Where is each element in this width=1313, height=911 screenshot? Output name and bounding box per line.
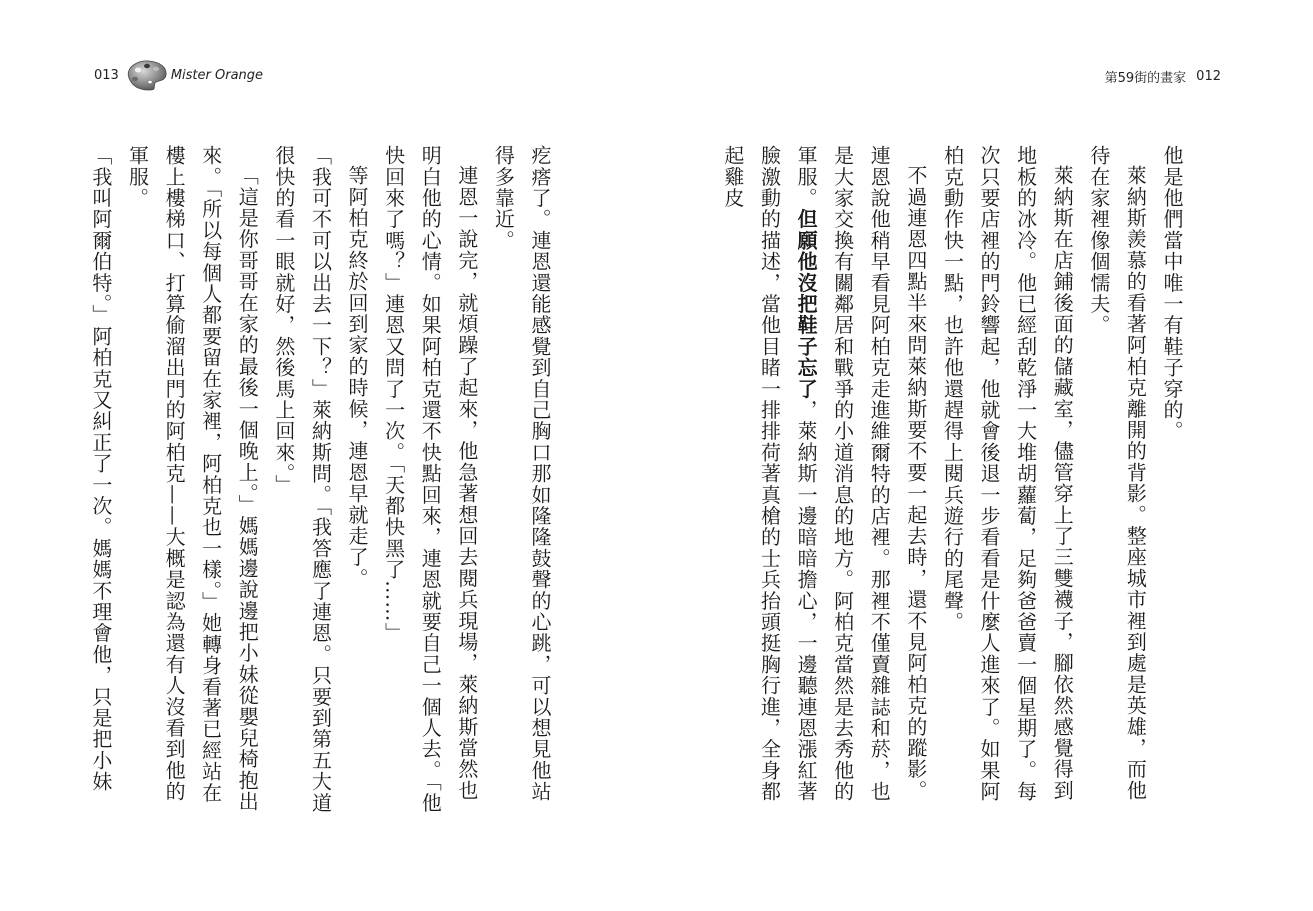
paragraph-text: 不過連恩四點半來問萊納斯要不要一起去時，還不見阿柏克的蹤影。連恩說他稍早看見阿柏克走進維爾特的店裡。那裡不僅賣雜誌和菸，也是大家交換有關鄰居和戰爭的小道消息的地方。阿柏克當然是去秀他的軍服。 [794, 145, 928, 803]
paragraph: 「這是你哥哥在家的最後一個晚上。」媽媽邊說邊把小妹從嬰兒椅抱出來。「所以每個人都要留在家裡，阿柏克也一樣。」她轉身看著已經站在樓上樓梯口、打算偷溜出門的阿柏克——大概是認為還有人沒看到他的軍服。 [125, 145, 260, 813]
paragraph [714, 145, 934, 815]
right-page-body [720, 145, 1190, 815]
emphasized-text: 但願他沒把鞋子忘了 [794, 208, 819, 400]
left-page-body [90, 145, 558, 815]
right-page-number: 012 [1196, 69, 1221, 84]
paragraph: 「我可不可以出去一下？」萊納斯問。「我答應了連恩。只要到第五大道很快的看一眼就好，然後馬上回來。」 [271, 145, 333, 814]
paragraph-text: ，萊納斯一邊暗暗擔心，一邊聽連恩漲紅著臉激動的描述，當他目睹一排排荷著真槍的士兵抬頭挺胸行進，全身都起雞皮 [720, 145, 819, 803]
paragraph: 萊納斯在店鋪後面的儲藏室，儘管穿上了三雙襪子，腳依然感覺得到地板的冰冷。他已經刮乾淨一大堆胡蘿蔔，足夠爸爸賣一個星期了。每次只要店裡的門鈴響起，他就會後退一步看看是什麼人進來了。如果阿柏克動作快一點，也許他還趕得上閱兵遊行的尾聲。 [940, 145, 1075, 803]
palette-icon [123, 58, 169, 92]
right-page-header [1105, 67, 1221, 86]
book-title: Mister Orange [170, 67, 264, 83]
left-page-header [94, 58, 263, 92]
chapter-title: 第59街的畫家 [1104, 71, 1187, 86]
paragraph: 等阿柏克終於回到家的時候，連恩早就走了。 [345, 165, 370, 589]
paragraph: 連恩一說完，就煩躁了起來，他急著想回去閱兵現場，萊納斯當然也明白他的心情。如果阿柏克還不快點回來，連恩就要自己一個人去。「他快回來了嗎？」連恩又問了一次。「天都快黑了……」 [381, 145, 479, 814]
paragraph: 他是他們當中唯一有鞋子穿的。 [1160, 145, 1184, 442]
paragraph: 萊納斯羨慕的看著阿柏克離開的背影。整座城市裡到處是英雄，而他待在家裡像個懦夫。 [1086, 145, 1148, 801]
paragraph: 「我叫阿爾伯特。」阿柏克又糾正了一次。媽媽不理會他，只是把小妹 [88, 145, 113, 793]
left-page-number: 013 [94, 67, 119, 83]
paragraph: 疙瘩了。連恩還能感覺到自己胸口那如隆隆鼓聲的心跳，可以想見他站得多靠近。 [491, 145, 552, 803]
